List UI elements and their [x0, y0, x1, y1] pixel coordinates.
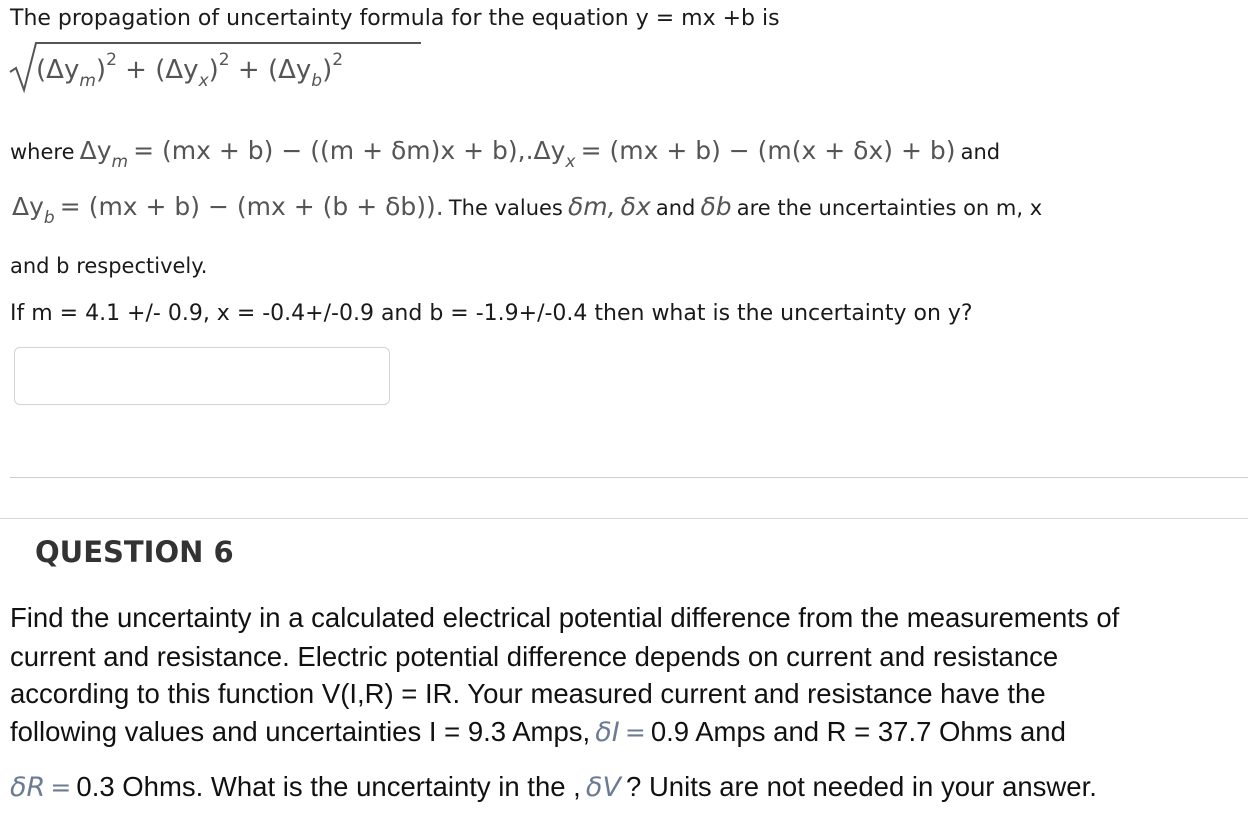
- delta-m: δm,: [567, 192, 616, 221]
- formula-exp: 2: [106, 50, 117, 70]
- formula-exp: 2: [332, 50, 344, 70]
- uncertainty-formula: [36, 50, 343, 91]
- delta-y-x-sub: x: [565, 152, 576, 172]
- paren-open: (: [155, 55, 166, 85]
- formula-term-m: Δy: [46, 55, 80, 85]
- delta-v: δV: [585, 772, 621, 803]
- values-text: The values: [448, 196, 563, 220]
- dyb-line: [12, 192, 1042, 228]
- delta-y-b-definition: = (mx + b) − (mx + (b + δb)).: [59, 192, 444, 221]
- formula-term-x: Δy: [165, 55, 199, 85]
- q5-intro: The propagation of uncertainty formula for the equation y = mx +b is: [10, 6, 780, 31]
- plus-sign: +: [125, 55, 147, 85]
- delta-r-value: 0.3 Ohms. What is the uncertainty in the ,: [76, 771, 581, 802]
- delta-i: δI: [595, 717, 620, 748]
- and-word: and: [960, 140, 1001, 164]
- current-values: following values and uncertainties I = 9.3 Amps,: [10, 716, 591, 747]
- q5-question: If m = 4.1 +/- 0.9, x = -0.4+/-0.9 and b = -1.9+/-0.4 then what is the uncertainty on y?: [10, 301, 973, 326]
- delta-y-b-sub: b: [43, 208, 55, 228]
- question-divider: [0, 518, 1248, 519]
- q5-answer-input[interactable]: [14, 347, 390, 405]
- delta-y-m-sub: m: [111, 152, 129, 172]
- paren-close: ): [208, 55, 219, 85]
- resistance-values: 0.9 Amps and R = 37.7 Ohms and: [650, 716, 1066, 747]
- delta-y-x-definition: = (mx + b) − (m(x + δx) + b): [580, 136, 956, 165]
- q6-line-3: according to this function V(I,R) = IR. Your measured current and resistance have the: [10, 678, 1046, 709]
- paren-close: ): [95, 55, 107, 85]
- delta-y-x: Δy: [533, 136, 566, 165]
- paren-open: (: [36, 55, 47, 85]
- plus-sign: +: [237, 55, 260, 85]
- q6-line-5: [10, 771, 1097, 803]
- respectively-line: and b respectively.: [10, 254, 208, 278]
- formula-sub-m: m: [79, 71, 96, 91]
- formula-exp: 2: [218, 50, 230, 70]
- q6-line-4: [10, 716, 1066, 748]
- equals-sign: =: [624, 718, 646, 747]
- question-6-heading: QUESTION 6: [35, 535, 234, 569]
- q6-line-2: current and resistance. Electric potential difference depends on current and resistance: [10, 641, 1059, 672]
- equals-sign-2: =: [50, 773, 72, 802]
- where-line: [10, 136, 1000, 172]
- formula-sub-b: b: [311, 71, 323, 91]
- delta-y-b: Δy: [12, 192, 44, 221]
- formula-term-b: Δy: [278, 55, 312, 85]
- paren-close: ): [322, 55, 333, 85]
- delta-y-m: Δy: [79, 136, 112, 165]
- and-word-2: and: [655, 196, 696, 220]
- delta-r: δR: [10, 772, 46, 803]
- formula-sub-x: x: [198, 71, 209, 91]
- uncertainties-text: are the uncertainties on m, x: [736, 196, 1043, 220]
- delta-b: δb: [700, 192, 732, 221]
- units-note: ? Units are not needed in your answer.: [626, 771, 1097, 802]
- delta-x: δx: [620, 192, 651, 221]
- q6-line-1: Find the uncertainty in a calculated electrical potential difference from the measurements of: [10, 602, 1120, 633]
- divider: [10, 477, 1248, 478]
- where-word: where: [10, 140, 75, 164]
- paren-open: (: [267, 55, 279, 85]
- delta-y-m-definition: = (mx + b) − ((m + δm)x + b),.: [133, 136, 534, 165]
